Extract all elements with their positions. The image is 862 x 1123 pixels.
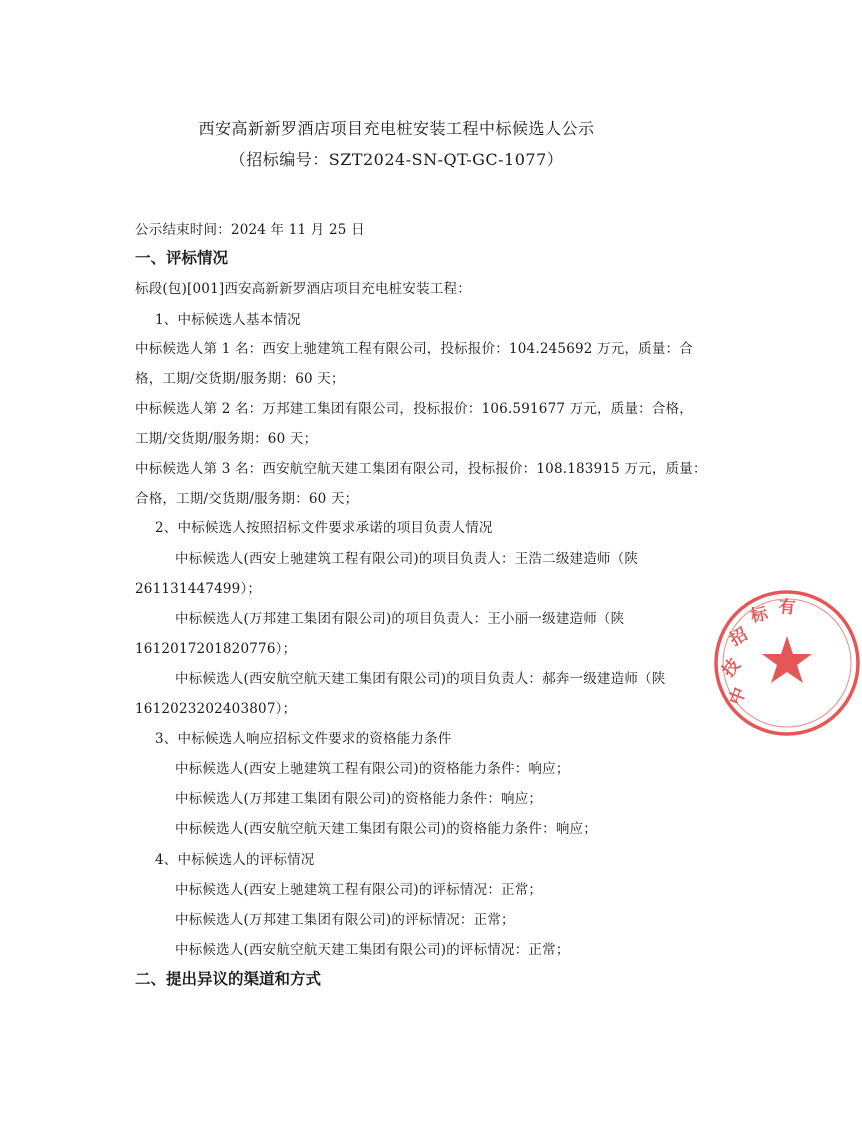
svg-text:招: 招 xyxy=(726,624,752,651)
candidate-3-line-2: 合格，工期/交货期/服务期：60 天； xyxy=(135,491,359,507)
subsection-3-title: 3、中标候选人响应招标文件要求的资格能力条件 xyxy=(155,731,452,747)
seal-star-icon xyxy=(762,636,812,683)
manager-1-line-1: 中标候选人(西安上驰建筑工程有限公司)的项目负责人：王浩二级建造师（陕 xyxy=(175,551,639,567)
candidate-1-line-2: 格，工期/交货期/服务期：60 天； xyxy=(135,371,345,387)
svg-text:有: 有 xyxy=(777,597,797,619)
evaluation-line-1: 中标候选人(西安上驰建筑工程有限公司)的评标情况：正常； xyxy=(175,882,543,898)
subsection-4-title: 4、中标候选人的评标情况 xyxy=(155,852,315,868)
manager-2-line-2: 1612017201820776）； xyxy=(135,641,297,657)
evaluation-line-2: 中标候选人(万邦建工集团有限公司)的评标情况：正常； xyxy=(175,912,515,928)
document-title: 西安高新新罗酒店项目充电桩安装工程中标候选人公示 xyxy=(198,119,595,138)
section-2-heading: 二、提出异议的渠道和方式 xyxy=(135,970,322,988)
manager-3-line-1: 中标候选人(西安航空航天建工集团有限公司)的项目负责人：郝奔一级建造师（陕 xyxy=(175,671,666,687)
tender-number: （招标编号：SZT2024-SN-QT-GC-1077） xyxy=(229,150,564,169)
subsection-1-title: 1、中标候选人基本情况 xyxy=(155,312,301,328)
company-seal-stamp xyxy=(712,588,862,738)
svg-text:标: 标 xyxy=(748,603,770,627)
qualification-line-1: 中标候选人(西安上驰建筑工程有限公司)的资格能力条件：响应； xyxy=(175,761,570,777)
candidate-3-line-1: 中标候选人第 3 名：西安航空航天建工集团有限公司，投标报价：108.183915 万元，质量： xyxy=(135,461,707,477)
qualification-line-3: 中标候选人(西安航空航天建工集团有限公司)的资格能力条件：响应； xyxy=(175,821,597,837)
svg-text:中: 中 xyxy=(725,684,751,708)
manager-3-line-2: 1612023202403807）； xyxy=(135,701,297,717)
candidate-1-line-1: 中标候选人第 1 名：西安上驰建筑工程有限公司，投标报价：104.245692 万元，质量：合 xyxy=(135,341,693,357)
candidate-2-line-2: 工期/交货期/服务期：60 天； xyxy=(135,431,318,447)
section-1-heading: 一、评标情况 xyxy=(135,249,229,267)
evaluation-line-3: 中标候选人(西安航空航天建工集团有限公司)的评标情况：正常； xyxy=(175,942,570,958)
lot-description: 标段(包)[001]西安高新新罗酒店项目充电桩安装工程： xyxy=(135,281,471,297)
publicity-end-time: 公示结束时间：2024 年 11 月 25 日 xyxy=(135,222,365,238)
qualification-line-2: 中标候选人(万邦建工集团有限公司)的资格能力条件：响应； xyxy=(175,791,543,807)
manager-1-line-2: 261131447499）； xyxy=(135,581,262,597)
manager-2-line-1: 中标候选人(万邦建工集团有限公司)的项目负责人：王小丽一级建造师（陕 xyxy=(175,611,625,627)
subsection-2-title: 2、中标候选人按照招标文件要求承诺的项目负责人情况 xyxy=(155,520,493,536)
candidate-2-line-1: 中标候选人第 2 名：万邦建工集团有限公司，投标报价：106.591677 万元，质量：合格， xyxy=(135,401,693,417)
svg-text:技: 技 xyxy=(718,655,745,682)
